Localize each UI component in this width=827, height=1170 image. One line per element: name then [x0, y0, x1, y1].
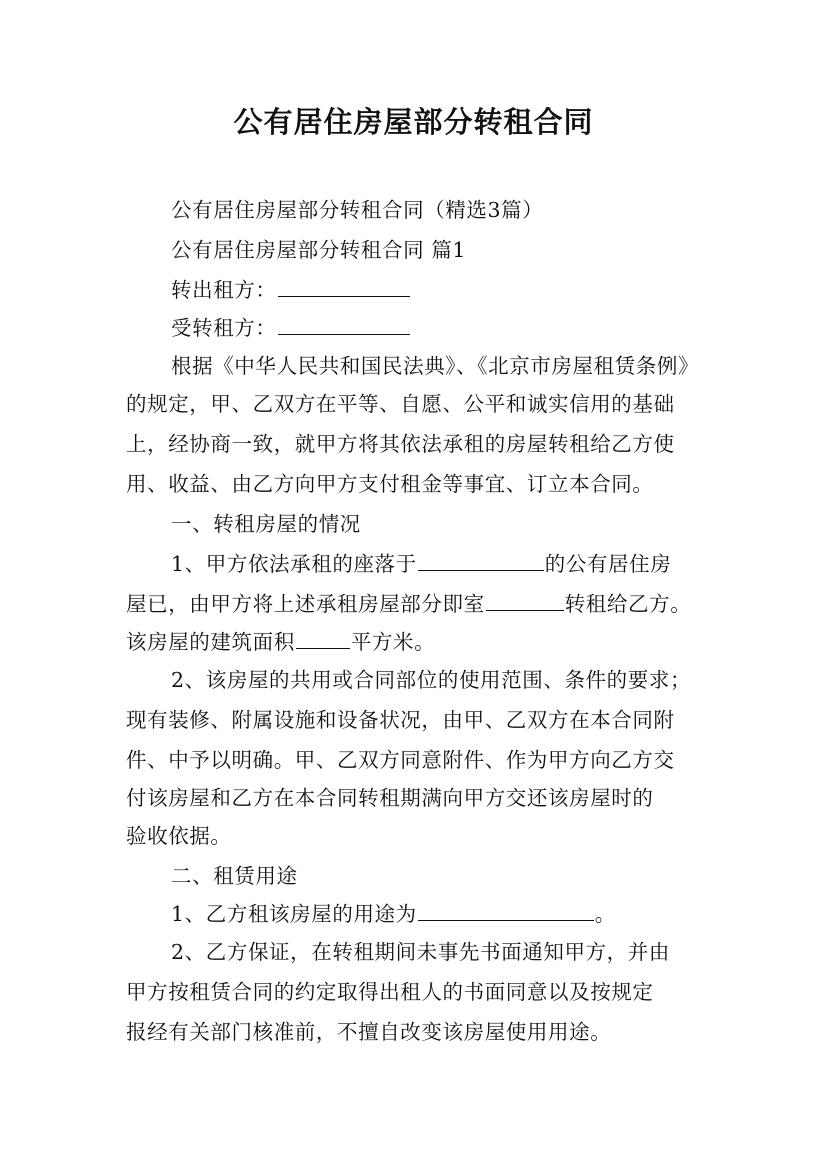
document-title: 公有居住房屋部分转租合同 — [233, 105, 594, 139]
clause-1-1-line — [171, 544, 671, 584]
clause-2-1-text: 。 — [594, 902, 616, 926]
sublessee-line — [171, 308, 411, 348]
preamble-line: 上，经协商一致，就甲方将其依法承租的房屋转租给乙方使 — [126, 432, 675, 456]
clause-2-2-line: 甲方按租赁合同的约定取得出租人的书面同意以及按规定 — [126, 980, 654, 1004]
usage-blank[interactable] — [418, 898, 594, 921]
clause-2-1-text: 1、乙方租该房屋的用途为 — [171, 902, 417, 926]
document-subtitle: 公有居住房屋部分转租合同（精选3篇） — [171, 198, 544, 222]
clause-1-2-line: 付该房屋和乙方在本合同转租期满向甲方交还该房屋时的 — [126, 786, 654, 810]
sublessor-blank[interactable] — [278, 274, 410, 297]
sublessee-blank[interactable] — [278, 312, 410, 335]
preamble-line: 根据《中华人民共和国民法典》、《北京市房屋租赁条例》 — [171, 354, 700, 378]
area-blank[interactable] — [296, 626, 350, 649]
clause-1-1-text: 屋已，由甲方将上述承租房屋部分即室 — [126, 592, 485, 616]
sublessee-label: 受转租方： — [171, 316, 277, 340]
clause-2-1-line — [171, 894, 616, 934]
preamble-line: 用、收益、由乙方向甲方支付租金等事宜、订立本合同。 — [126, 472, 654, 496]
clause-1-1-text: 转租给乙方。 — [564, 592, 692, 616]
clause-1-2-line: 2、该房屋的共用或合同部位的使用范围、条件的要求； — [171, 668, 692, 692]
clause-1-1-text: 的公有居住房 — [544, 552, 672, 576]
clause-2-heading: 二、租赁用途 — [171, 864, 298, 888]
sublessor-label: 转出租方： — [171, 278, 277, 302]
clause-1-1-text: 平方米。 — [350, 630, 436, 654]
clause-1-1-text: 1、甲方依法承租的座落于 — [171, 552, 417, 576]
clause-1-1-line — [126, 584, 691, 624]
clause-1-1-text: 该房屋的建筑面积 — [126, 630, 295, 654]
clause-1-2-line: 件、中予以明确。甲、乙双方同意附件、作为甲方向乙方交 — [126, 748, 675, 772]
clause-2-2-line: 2、乙方保证，在转租期间未事先书面通知甲方，并由 — [171, 940, 670, 964]
clause-1-2-line: 现有装修、附属设施和设备状况，由甲、乙双方在本合同附 — [126, 708, 675, 732]
section-heading: 公有居住房屋部分转租合同 篇1 — [171, 238, 467, 262]
clause-1-1-line — [126, 622, 435, 662]
room-blank[interactable] — [486, 588, 564, 611]
sublessor-line — [171, 270, 411, 310]
clause-1-2-line: 验收依据。 — [126, 824, 232, 848]
location-blank[interactable] — [418, 548, 544, 571]
clause-1-heading: 一、转租房屋的情况 — [171, 512, 361, 536]
clause-2-2-line: 报经有关部门核准前，不擅自改变该房屋使用用途。 — [126, 1020, 612, 1044]
preamble-line: 的规定，甲、乙双方在平等、自愿、公平和诚实信用的基础 — [126, 392, 675, 416]
